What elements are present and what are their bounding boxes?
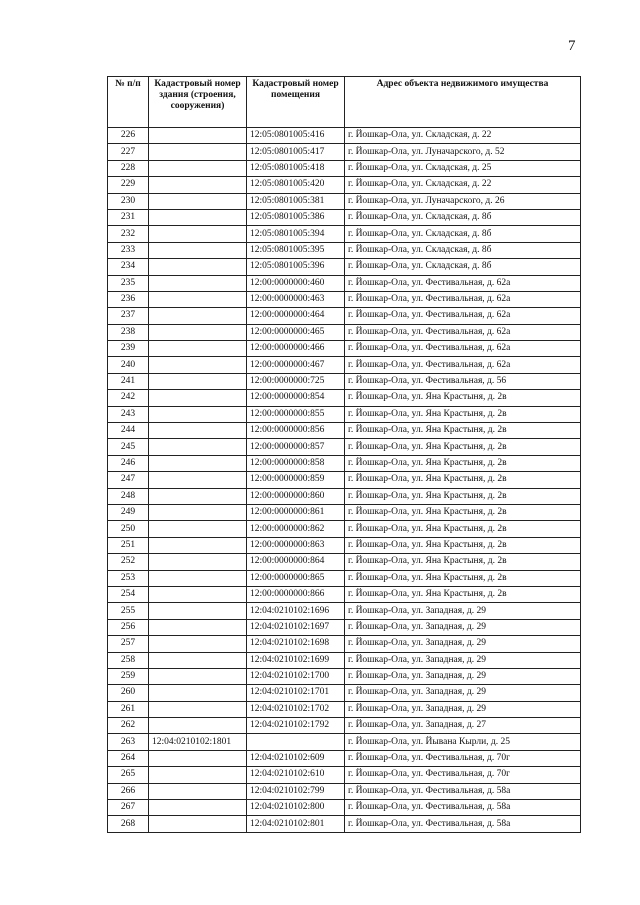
row-number: 231: [108, 209, 149, 225]
table-row: [108, 750, 581, 766]
room-cadastral-number: 12:00:0000000:864: [247, 554, 345, 570]
row-number: 235: [108, 275, 149, 291]
table-row: [108, 586, 581, 602]
room-cadastral-number: 12:00:0000000:859: [247, 472, 345, 488]
room-cadastral-number: 12:05:0801005:416: [247, 128, 345, 144]
row-number: 229: [108, 177, 149, 193]
room-cadastral-number: 12:05:0801005:420: [247, 177, 345, 193]
row-number: 257: [108, 636, 149, 652]
room-cadastral-number: 12:05:0801005:396: [247, 259, 345, 275]
building-cadastral-number: [149, 128, 247, 144]
property-address: г. Йошкар-Ола, ул. Йывана Кырли, д. 25: [345, 734, 581, 750]
room-cadastral-number: 12:00:0000000:856: [247, 423, 345, 439]
table-row: [108, 324, 581, 340]
room-cadastral-number: 12:04:0210102:799: [247, 783, 345, 799]
property-address: г. Йошкар-Ола, ул. Западная, д. 29: [345, 619, 581, 635]
property-address: г. Йошкар-Ола, ул. Фестивальная, д. 58а: [345, 800, 581, 816]
room-cadastral-number: 12:00:0000000:725: [247, 373, 345, 389]
row-number: 236: [108, 291, 149, 307]
table-row: [108, 373, 581, 389]
property-address: г. Йошкар-Ола, ул. Яна Крастыня, д. 2в: [345, 455, 581, 471]
row-number: 233: [108, 242, 149, 258]
property-address: г. Йошкар-Ола, ул. Фестивальная, д. 62а: [345, 324, 581, 340]
room-cadastral-number: 12:00:0000000:460: [247, 275, 345, 291]
room-cadastral-number: 12:04:0210102:1697: [247, 619, 345, 635]
table-row: [108, 603, 581, 619]
property-address: г. Йошкар-Ола, ул. Фестивальная, д. 62а: [345, 357, 581, 373]
table-row: [108, 308, 581, 324]
building-cadastral-number: [149, 308, 247, 324]
property-address: г. Йошкар-Ола, ул. Складская, д. 22: [345, 177, 581, 193]
room-cadastral-number: 12:00:0000000:863: [247, 537, 345, 553]
table-row: [108, 341, 581, 357]
property-address: г. Йошкар-Ола, ул. Яна Крастыня, д. 2в: [345, 439, 581, 455]
building-cadastral-number: [149, 767, 247, 783]
table-row: [108, 472, 581, 488]
row-number: 265: [108, 767, 149, 783]
room-cadastral-number: 12:00:0000000:857: [247, 439, 345, 455]
building-cadastral-number: [149, 816, 247, 832]
table-row: [108, 816, 581, 832]
table-row: [108, 406, 581, 422]
row-number: 227: [108, 144, 149, 160]
property-address: г. Йошкар-Ола, ул. Яна Крастыня, д. 2в: [345, 472, 581, 488]
room-cadastral-number: 12:05:0801005:394: [247, 226, 345, 242]
row-number: 261: [108, 701, 149, 717]
building-cadastral-number: [149, 570, 247, 586]
property-address: г. Йошкар-Ола, ул. Луначарского, д. 52: [345, 144, 581, 160]
building-cadastral-number: [149, 406, 247, 422]
property-address: г. Йошкар-Ола, ул. Складская, д. 22: [345, 128, 581, 144]
room-cadastral-number: 12:04:0210102:1792: [247, 718, 345, 734]
building-cadastral-number: [149, 373, 247, 389]
property-address: г. Йошкар-Ола, ул. Яна Крастыня, д. 2в: [345, 423, 581, 439]
row-number: 240: [108, 357, 149, 373]
table-row: [108, 177, 581, 193]
header-building-cadastral: Кадастровый номер здания (строения, сооружения): [149, 77, 247, 128]
building-cadastral-number: [149, 209, 247, 225]
row-number: 242: [108, 390, 149, 406]
room-cadastral-number: 12:00:0000000:862: [247, 521, 345, 537]
room-cadastral-number: 12:00:0000000:464: [247, 308, 345, 324]
building-cadastral-number: [149, 291, 247, 307]
property-address: г. Йошкар-Ола, ул. Яна Крастыня, д. 2в: [345, 570, 581, 586]
building-cadastral-number: [149, 423, 247, 439]
property-address: г. Йошкар-Ола, ул. Фестивальная, д. 58а: [345, 783, 581, 799]
row-number: 253: [108, 570, 149, 586]
row-number: 248: [108, 488, 149, 504]
table-row: [108, 455, 581, 471]
table-row: [108, 259, 581, 275]
room-cadastral-number: 12:04:0210102:800: [247, 800, 345, 816]
room-cadastral-number: 12:00:0000000:465: [247, 324, 345, 340]
room-cadastral-number: [247, 734, 345, 750]
building-cadastral-number: [149, 636, 247, 652]
row-number: 230: [108, 193, 149, 209]
room-cadastral-number: 12:05:0801005:386: [247, 209, 345, 225]
header-room-cadastral: Кадастровый номер помещения: [247, 77, 345, 128]
table-row: [108, 734, 581, 750]
building-cadastral-number: [149, 537, 247, 553]
header-address: Адрес объекта недвижимого имущества: [345, 77, 581, 128]
building-cadastral-number: [149, 800, 247, 816]
property-address: г. Йошкар-Ола, ул. Западная, д. 27: [345, 718, 581, 734]
row-number: 252: [108, 554, 149, 570]
row-number: 247: [108, 472, 149, 488]
table-row: [108, 128, 581, 144]
table-row: [108, 636, 581, 652]
building-cadastral-number: [149, 472, 247, 488]
building-cadastral-number: [149, 341, 247, 357]
property-address: г. Йошкар-Ола, ул. Фестивальная, д. 62а: [345, 308, 581, 324]
table-row: [108, 668, 581, 684]
table-row: [108, 144, 581, 160]
property-address: г. Йошкар-Ола, ул. Фестивальная, д. 62а: [345, 291, 581, 307]
room-cadastral-number: 12:00:0000000:860: [247, 488, 345, 504]
table-row: [108, 504, 581, 520]
row-number: 255: [108, 603, 149, 619]
property-address: г. Йошкар-Ола, ул. Складская, д. 25: [345, 160, 581, 176]
building-cadastral-number: [149, 488, 247, 504]
table-row: [108, 521, 581, 537]
room-cadastral-number: 12:04:0210102:1699: [247, 652, 345, 668]
building-cadastral-number: [149, 783, 247, 799]
table-row: [108, 783, 581, 799]
building-cadastral-number: [149, 357, 247, 373]
page-number: 7: [568, 38, 576, 54]
building-cadastral-number: [149, 177, 247, 193]
building-cadastral-number: [149, 193, 247, 209]
building-cadastral-number: [149, 521, 247, 537]
building-cadastral-number: [149, 554, 247, 570]
room-cadastral-number: 12:00:0000000:865: [247, 570, 345, 586]
building-cadastral-number: [149, 144, 247, 160]
row-number: 237: [108, 308, 149, 324]
building-cadastral-number: [149, 439, 247, 455]
row-number: 232: [108, 226, 149, 242]
room-cadastral-number: 12:04:0210102:801: [247, 816, 345, 832]
room-cadastral-number: 12:00:0000000:858: [247, 455, 345, 471]
property-address: г. Йошкар-Ола, ул. Фестивальная, д. 70г: [345, 750, 581, 766]
property-address: г. Йошкар-Ола, ул. Яна Крастыня, д. 2в: [345, 554, 581, 570]
building-cadastral-number: [149, 685, 247, 701]
table-row: [108, 226, 581, 242]
row-number: 228: [108, 160, 149, 176]
building-cadastral-number: [149, 324, 247, 340]
room-cadastral-number: 12:04:0210102:1702: [247, 701, 345, 717]
table-row: [108, 193, 581, 209]
building-cadastral-number: [149, 603, 247, 619]
table-row: [108, 685, 581, 701]
room-cadastral-number: 12:05:0801005:417: [247, 144, 345, 160]
room-cadastral-number: 12:04:0210102:1701: [247, 685, 345, 701]
property-address: г. Йошкар-Ола, ул. Фестивальная, д. 58а: [345, 816, 581, 832]
table-row: [108, 242, 581, 258]
table-row: [108, 718, 581, 734]
room-cadastral-number: 12:00:0000000:463: [247, 291, 345, 307]
table-row: [108, 652, 581, 668]
row-number: 243: [108, 406, 149, 422]
property-address: г. Йошкар-Ола, ул. Фестивальная, д. 70г: [345, 767, 581, 783]
table-row: [108, 767, 581, 783]
building-cadastral-number: [149, 668, 247, 684]
building-cadastral-number: [149, 390, 247, 406]
property-address: г. Йошкар-Ола, ул. Западная, д. 29: [345, 636, 581, 652]
building-cadastral-number: [149, 652, 247, 668]
room-cadastral-number: 12:05:0801005:395: [247, 242, 345, 258]
building-cadastral-number: [149, 718, 247, 734]
room-cadastral-number: 12:05:0801005:381: [247, 193, 345, 209]
table-row: [108, 537, 581, 553]
room-cadastral-number: 12:00:0000000:855: [247, 406, 345, 422]
room-cadastral-number: 12:04:0210102:1696: [247, 603, 345, 619]
building-cadastral-number: [149, 619, 247, 635]
property-address: г. Йошкар-Ола, ул. Западная, д. 29: [345, 668, 581, 684]
building-cadastral-number: [149, 504, 247, 520]
property-address: г. Йошкар-Ола, ул. Яна Крастыня, д. 2в: [345, 537, 581, 553]
building-cadastral-number: [149, 259, 247, 275]
property-address: г. Йошкар-Ола, ул. Яна Крастыня, д. 2в: [345, 390, 581, 406]
row-number: 246: [108, 455, 149, 471]
table-row: [108, 439, 581, 455]
row-number: 239: [108, 341, 149, 357]
row-number: 249: [108, 504, 149, 520]
table-row: [108, 619, 581, 635]
room-cadastral-number: 12:00:0000000:467: [247, 357, 345, 373]
property-address: г. Йошкар-Ола, ул. Фестивальная, д. 62а: [345, 275, 581, 291]
property-address: г. Йошкар-Ола, ул. Западная, д. 29: [345, 652, 581, 668]
room-cadastral-number: 12:04:0210102:609: [247, 750, 345, 766]
building-cadastral-number: [149, 750, 247, 766]
table-row: [108, 423, 581, 439]
row-number: 260: [108, 685, 149, 701]
property-address: г. Йошкар-Ола, ул. Складская, д. 8б: [345, 242, 581, 258]
property-address: г. Йошкар-Ола, ул. Складская, д. 8б: [345, 209, 581, 225]
room-cadastral-number: 12:00:0000000:866: [247, 586, 345, 602]
property-address: г. Йошкар-Ола, ул. Яна Крастыня, д. 2в: [345, 488, 581, 504]
property-address: г. Йошкар-Ола, ул. Фестивальная, д. 62а: [345, 341, 581, 357]
property-address: г. Йошкар-Ола, ул. Западная, д. 29: [345, 701, 581, 717]
building-cadastral-number: [149, 275, 247, 291]
row-number: 259: [108, 668, 149, 684]
room-cadastral-number: 12:00:0000000:854: [247, 390, 345, 406]
row-number: 267: [108, 800, 149, 816]
row-number: 250: [108, 521, 149, 537]
property-address: г. Йошкар-Ола, ул. Луначарского, д. 26: [345, 193, 581, 209]
table-row: [108, 488, 581, 504]
table-header-row: [108, 77, 581, 128]
row-number: 234: [108, 259, 149, 275]
row-number: 226: [108, 128, 149, 144]
row-number: 268: [108, 816, 149, 832]
room-cadastral-number: 12:04:0210102:610: [247, 767, 345, 783]
building-cadastral-number: [149, 701, 247, 717]
row-number: 262: [108, 718, 149, 734]
table-row: [108, 570, 581, 586]
table-row: [108, 209, 581, 225]
row-number: 245: [108, 439, 149, 455]
table-row: [108, 291, 581, 307]
property-address: г. Йошкар-Ола, ул. Складская, д. 8б: [345, 259, 581, 275]
table-row: [108, 800, 581, 816]
row-number: 244: [108, 423, 149, 439]
building-cadastral-number: 12:04:0210102:1801: [149, 734, 247, 750]
table-row: [108, 701, 581, 717]
header-number: № п/п: [108, 77, 149, 128]
row-number: 238: [108, 324, 149, 340]
building-cadastral-number: [149, 160, 247, 176]
table-row: [108, 390, 581, 406]
table-row: [108, 160, 581, 176]
property-address: г. Йошкар-Ола, ул. Яна Крастыня, д. 2в: [345, 406, 581, 422]
table-row: [108, 275, 581, 291]
row-number: 266: [108, 783, 149, 799]
room-cadastral-number: 12:04:0210102:1698: [247, 636, 345, 652]
room-cadastral-number: 12:00:0000000:466: [247, 341, 345, 357]
property-address: г. Йошкар-Ола, ул. Яна Крастыня, д. 2в: [345, 521, 581, 537]
table-row: [108, 357, 581, 373]
row-number: 258: [108, 652, 149, 668]
row-number: 251: [108, 537, 149, 553]
property-address: г. Йошкар-Ола, ул. Складская, д. 8б: [345, 226, 581, 242]
property-address: г. Йошкар-Ола, ул. Западная, д. 29: [345, 603, 581, 619]
building-cadastral-number: [149, 242, 247, 258]
property-address: г. Йошкар-Ола, ул. Западная, д. 29: [345, 685, 581, 701]
property-address: г. Йошкар-Ола, ул. Яна Крастыня, д. 2в: [345, 504, 581, 520]
property-address: г. Йошкар-Ола, ул. Яна Крастыня, д. 2в: [345, 586, 581, 602]
row-number: 254: [108, 586, 149, 602]
row-number: 241: [108, 373, 149, 389]
room-cadastral-number: 12:04:0210102:1700: [247, 668, 345, 684]
row-number: 256: [108, 619, 149, 635]
property-address: г. Йошкар-Ола, ул. Фестивальная, д. 56: [345, 373, 581, 389]
row-number: 263: [108, 734, 149, 750]
building-cadastral-number: [149, 226, 247, 242]
room-cadastral-number: 12:05:0801005:418: [247, 160, 345, 176]
table-row: [108, 554, 581, 570]
row-number: 264: [108, 750, 149, 766]
property-registry-table: [107, 76, 581, 833]
building-cadastral-number: [149, 455, 247, 471]
room-cadastral-number: 12:00:0000000:861: [247, 504, 345, 520]
building-cadastral-number: [149, 586, 247, 602]
